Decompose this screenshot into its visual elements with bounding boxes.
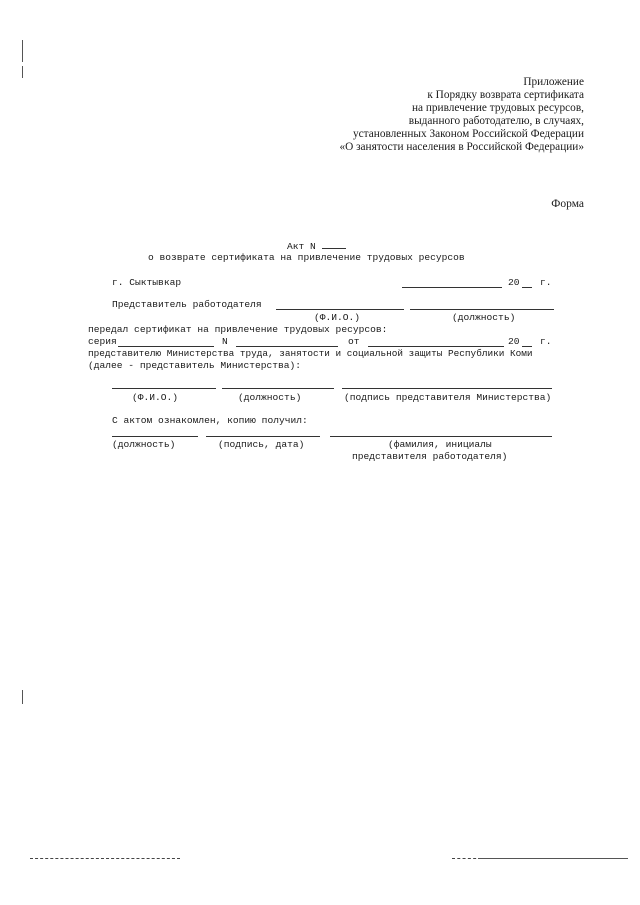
ministry-position-field[interactable] <box>222 388 334 389</box>
emp-position-field[interactable] <box>112 436 198 437</box>
city: г. Сыктывкар <box>112 277 182 288</box>
caption-fio: (Ф.И.О.) <box>314 312 361 323</box>
scan-artifact <box>478 858 628 859</box>
cap3-position: (должность) <box>112 439 176 450</box>
ministry-short: (далее - представитель Министерства): <box>88 360 302 371</box>
appendix-line: установленных Законом Российской Федерации <box>353 127 584 140</box>
scan-artifact <box>30 858 180 859</box>
cap3-signature: (подпись, дата) <box>218 439 305 450</box>
ministry-line: представителю Министерства труда, занятости и социальной защиты Республики Коми <box>88 348 533 359</box>
year-prefix: 20 <box>508 277 520 288</box>
scan-mark <box>22 66 23 78</box>
number-field[interactable] <box>236 346 338 347</box>
appendix-line: «О занятости населения в Российской Федерации» <box>339 140 584 153</box>
number-label: N <box>222 336 228 347</box>
cap2-signature: (подпись представителя Министерства) <box>344 392 552 403</box>
act-number-field[interactable] <box>322 239 346 249</box>
act-title: Акт N <box>287 241 316 252</box>
emp-name-field[interactable] <box>330 436 552 437</box>
cap2-fio: (Ф.И.О.) <box>132 392 179 403</box>
year-suffix: г. <box>540 277 552 288</box>
year-prefix-2: 20 <box>508 336 520 347</box>
emp-signature-field[interactable] <box>206 436 320 437</box>
date-field[interactable] <box>402 287 502 288</box>
appendix-line: на привлечение трудовых ресурсов, <box>411 101 584 114</box>
rep-fio-field[interactable] <box>276 309 404 310</box>
acquainted-text: С актом ознакомлен, копию получил: <box>112 415 308 426</box>
caption-position: (должность) <box>452 312 516 323</box>
cap3-name-1: (фамилия, инициалы <box>388 439 492 450</box>
appendix-line: к Порядку возврата сертификата <box>427 88 584 101</box>
ministry-fio-field[interactable] <box>112 388 216 389</box>
from-label: от <box>348 336 360 347</box>
ministry-signature-field[interactable] <box>342 388 552 389</box>
series-field[interactable] <box>118 346 214 347</box>
series-label: серия <box>88 336 117 347</box>
transferred-text: передал сертификат на привлечение трудовых ресурсов: <box>88 324 388 335</box>
scan-mark <box>22 690 23 704</box>
cap3-name-2: представителя работодателя) <box>352 451 508 462</box>
year-field[interactable] <box>522 287 532 288</box>
act-subtitle: о возврате сертификата на привлечение трудовых ресурсов <box>148 252 465 263</box>
rep-position-field[interactable] <box>410 309 554 310</box>
form-label: Форма <box>551 198 584 210</box>
appendix-line: Приложение <box>523 76 584 88</box>
rep-label: Представитель работодателя <box>112 299 262 310</box>
scan-mark <box>22 40 23 62</box>
from-date-field[interactable] <box>368 346 504 347</box>
appendix-line: выданного работодателю, в случаях, <box>408 114 584 127</box>
appendix-block <box>339 76 584 153</box>
year-field-2[interactable] <box>522 346 532 347</box>
cap2-position: (должность) <box>238 392 302 403</box>
year-suffix-2: г. <box>540 336 552 347</box>
act-title-row <box>287 239 346 253</box>
